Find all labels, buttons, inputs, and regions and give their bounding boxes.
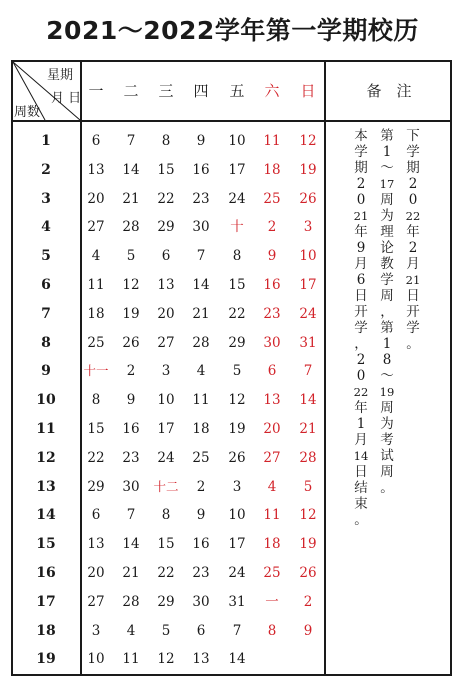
day-cell: 22	[157, 565, 175, 581]
day-cell: 31	[228, 594, 246, 610]
day-cell: 6	[196, 623, 206, 639]
remark-column: 本 学 期 2 0 21 年 9 月 6 日 开 学 ， 2 0 22 年 1 月 14 日 结 束 。	[353, 128, 369, 528]
day-cell: 12	[299, 133, 317, 149]
day-cell: 13	[157, 277, 175, 293]
day-cell: 十一	[83, 363, 109, 378]
day-cell: 29	[157, 594, 175, 610]
day-cell: 9	[126, 392, 136, 408]
day-cell: 15	[157, 536, 175, 552]
day-cell: 7	[303, 363, 313, 379]
day-cell: 30	[263, 335, 281, 351]
day-cell: 9	[267, 248, 277, 264]
day-cell: 9	[303, 623, 313, 639]
day-cell: 25	[192, 450, 210, 466]
day-cell: 18	[263, 536, 281, 552]
day-cell: 30	[122, 479, 140, 495]
day-cell: 27	[157, 335, 175, 351]
day-cell: 28	[122, 594, 140, 610]
day-cell: 9	[196, 133, 206, 149]
day-cell: 11	[122, 651, 140, 667]
day-cell: 20	[263, 421, 281, 437]
day-cell: 20	[87, 565, 105, 581]
day-cell: 21	[299, 421, 317, 437]
remark-column: 第 1 ～ 17 周 为 理 论 教 学 周 ， 第 1 8 ～ 19 周 为 考 试 周 。	[379, 128, 395, 496]
day-cell: 26	[122, 335, 140, 351]
day-cell: 3	[161, 363, 171, 379]
weekday-header-wed: 三	[158, 82, 174, 100]
day-cell: 19	[299, 162, 317, 178]
day-cell: 8	[161, 507, 171, 523]
day-cell: 19	[122, 306, 140, 322]
day-cell: 23	[122, 450, 140, 466]
day-cell: 13	[192, 651, 210, 667]
day-cell: 3	[232, 479, 242, 495]
day-cell: 14	[192, 277, 210, 293]
day-cell: 4	[91, 248, 101, 264]
day-cell: 24	[157, 450, 175, 466]
day-cell: 10	[228, 133, 246, 149]
day-cell: 28	[192, 335, 210, 351]
day-cell: 28	[122, 219, 140, 235]
day-cell: 4	[267, 479, 277, 495]
week-number: 7	[41, 306, 51, 322]
day-cell: 30	[192, 594, 210, 610]
day-cell: 29	[87, 479, 105, 495]
day-cell: 23	[192, 565, 210, 581]
day-cell: 25	[87, 335, 105, 351]
day-cell: 17	[299, 277, 317, 293]
week-number: 9	[41, 363, 51, 379]
day-cell: 5	[303, 479, 313, 495]
day-cell: 8	[267, 623, 277, 639]
day-cell: 23	[192, 191, 210, 207]
week-number: 15	[36, 536, 56, 552]
calendar-title: 2021～2022学年第一学期校历	[46, 16, 419, 45]
corner-label-month-day: 月 日	[51, 91, 82, 106]
weekday-header-tue: 二	[123, 82, 139, 100]
weekday-header-sun: 日	[300, 82, 316, 100]
day-cell: 3	[303, 219, 313, 235]
day-cell: 7	[232, 623, 242, 639]
day-cell: 8	[161, 133, 171, 149]
day-cell: 5	[232, 363, 242, 379]
day-cell: 11	[87, 277, 105, 293]
day-cell: 10	[87, 651, 105, 667]
week-number: 3	[41, 191, 51, 207]
day-cell: 十	[230, 219, 244, 235]
day-cell: 9	[196, 507, 206, 523]
day-cell: 23	[263, 306, 281, 322]
day-cell: 6	[91, 507, 101, 523]
day-cell: 15	[228, 277, 246, 293]
day-cell: 21	[122, 565, 140, 581]
week-number: 5	[41, 248, 51, 264]
day-cell: 7	[196, 248, 206, 264]
day-cell: 15	[87, 421, 105, 437]
day-cell: 13	[87, 536, 105, 552]
weekday-header-sat: 六	[264, 82, 280, 100]
day-cell: 24	[228, 191, 246, 207]
day-cell: 6	[161, 248, 171, 264]
day-cell: 4	[196, 363, 206, 379]
day-cell: 14	[122, 162, 140, 178]
day-cell: 2	[196, 479, 206, 495]
day-cell: 12	[122, 277, 140, 293]
day-cell: 21	[122, 191, 140, 207]
day-cell: 14	[299, 392, 317, 408]
day-cell: 2	[126, 363, 136, 379]
week-number: 8	[41, 335, 51, 351]
day-cell: 28	[299, 450, 317, 466]
day-cell: 6	[91, 133, 101, 149]
day-cell: 一	[265, 594, 279, 610]
day-cell: 30	[192, 219, 210, 235]
day-cell: 27	[263, 450, 281, 466]
day-cell: 13	[87, 162, 105, 178]
weekday-header-fri: 五	[229, 82, 245, 100]
day-cell: 2	[303, 594, 313, 610]
day-cell: 10	[299, 248, 317, 264]
day-cell: 29	[157, 219, 175, 235]
week-number: 16	[36, 565, 56, 581]
day-cell: 11	[263, 507, 281, 523]
day-cell: 8	[232, 248, 242, 264]
day-cell: 3	[91, 623, 101, 639]
day-cell: 26	[228, 450, 246, 466]
week-number: 10	[36, 392, 56, 408]
day-cell: 18	[192, 421, 210, 437]
day-cell: 5	[161, 623, 171, 639]
weekday-header-thu: 四	[193, 82, 209, 100]
day-cell: 25	[263, 565, 281, 581]
day-cell: 16	[263, 277, 281, 293]
remark-column: 下 学 期 2 0 22 年 2 月 21 日 开 学 。	[405, 128, 421, 352]
day-cell: 26	[299, 565, 317, 581]
day-cell: 18	[263, 162, 281, 178]
day-cell: 13	[263, 392, 281, 408]
day-cell: 18	[87, 306, 105, 322]
week-number: 1	[41, 133, 51, 149]
day-cell: 16	[192, 162, 210, 178]
day-cell: 10	[157, 392, 175, 408]
week-number: 4	[41, 219, 51, 235]
week-number: 2	[41, 162, 51, 178]
day-cell: 14	[122, 536, 140, 552]
day-cell: 7	[126, 507, 136, 523]
day-cell: 20	[157, 306, 175, 322]
week-number: 6	[41, 277, 51, 293]
week-number: 18	[36, 623, 56, 639]
day-cell: 27	[87, 219, 105, 235]
day-cell: 8	[91, 392, 101, 408]
day-cell: 29	[228, 335, 246, 351]
day-cell: 4	[126, 623, 136, 639]
day-cell: 17	[157, 421, 175, 437]
day-cell: 12	[157, 651, 175, 667]
remarks-header: 备 注	[366, 82, 412, 100]
day-cell: 19	[299, 536, 317, 552]
day-cell: 16	[122, 421, 140, 437]
day-cell: 12	[228, 392, 246, 408]
day-cell: 24	[299, 306, 317, 322]
day-cell: 20	[87, 191, 105, 207]
day-cell: 27	[87, 594, 105, 610]
header-bottom-line	[11, 120, 452, 122]
day-cell: 10	[228, 507, 246, 523]
day-cell: 15	[157, 162, 175, 178]
corner-label-week-number: 周数	[14, 105, 41, 120]
week-number: 12	[36, 450, 56, 466]
day-cell: 12	[299, 507, 317, 523]
day-cell: 17	[228, 162, 246, 178]
corner-label-weekday: 星期	[47, 68, 74, 83]
day-cell: 31	[299, 335, 317, 351]
week-number: 13	[36, 479, 56, 495]
day-cell: 11	[192, 392, 210, 408]
week-number: 17	[36, 594, 56, 610]
day-cell: 17	[228, 536, 246, 552]
week-number: 19	[36, 651, 56, 667]
day-cell: 7	[126, 133, 136, 149]
day-cell: 19	[228, 421, 246, 437]
day-cell: 26	[299, 191, 317, 207]
day-cell: 16	[192, 536, 210, 552]
day-cell: 22	[228, 306, 246, 322]
week-number: 11	[36, 421, 56, 437]
day-cell: 14	[228, 651, 246, 667]
day-cell: 十二	[153, 479, 179, 494]
day-cell: 24	[228, 565, 246, 581]
day-cell: 2	[267, 219, 277, 235]
day-cell: 22	[87, 450, 105, 466]
day-cell: 25	[263, 191, 281, 207]
day-cell: 5	[126, 248, 136, 264]
day-cell: 22	[157, 191, 175, 207]
week-number: 14	[36, 507, 56, 523]
day-cell: 6	[267, 363, 277, 379]
weekday-header-mon: 一	[88, 82, 104, 100]
day-cell: 21	[192, 306, 210, 322]
day-cell: 11	[263, 133, 281, 149]
